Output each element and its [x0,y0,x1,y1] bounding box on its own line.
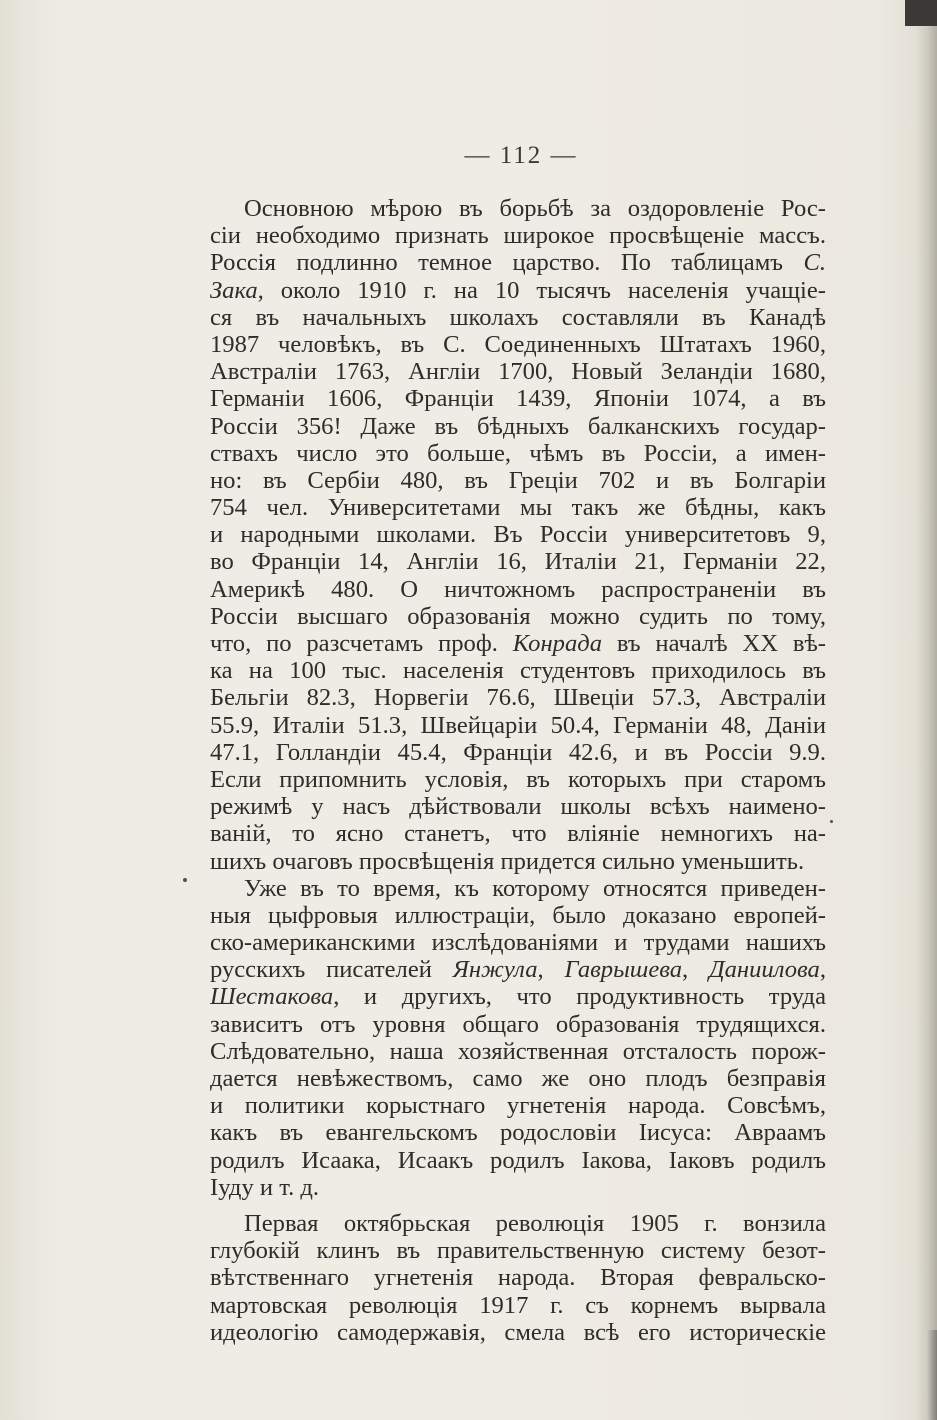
italic-name: Шестакова [210,983,334,1011]
text-line: ваній, то ясно станетъ, что вліяніе немногихъ на- [210,820,826,848]
text-line: ско-американскими изслѣдованіями и трудами нашихъ [210,929,826,957]
text-line: ка на 100 тыс. населенія студентовъ приходилось въ [210,657,826,685]
ink-speck [830,820,833,823]
text-line [210,249,826,276]
text-line: Австраліи 1763, Англіи 1700, Новый Зеландіи 1680, [210,358,826,386]
text-line: сіи необходимо признать широкое просвѣщеніе массъ. [210,222,826,250]
text-line: глубокій клинъ въ правительственную систему безот- [210,1237,826,1265]
text-line: Если припомнить условія, въ которыхъ при старомъ [210,765,826,793]
text-line: режимѣ у насъ дѣйствовали школы всѣхъ наимено- [210,793,826,821]
text-line: 47.1, Голландіи 45.4, Франціи 42.6, и въ Россіи 9.9. [210,738,826,766]
text-line: идеологію самодержавія, смела всѣ его историческіе [210,1318,826,1346]
text-line: Шестакова, и другихъ, что продуктивность труда [210,983,826,1011]
text-line: ныя цыфровыя иллюстраціи, было доказано европей- [210,901,826,929]
text-line: вѣтственнаго угнетенія народа. Вторая февральско- [210,1264,826,1292]
text-line: 1987 человѣкъ, въ С. Соединенныхъ Штатахъ 1960, [210,330,826,358]
paragraph-1 [210,195,826,875]
text-line: русскихъ писателей Янжула, Гаврышева, Даниилова, [210,956,827,984]
scan-edge-mark [927,1330,937,1420]
text-line: ся въ начальныхъ школахъ составляли въ Канадѣ [210,303,826,331]
text-line: Іуду и т. д. [210,1173,320,1201]
text-line: 55.9, Италіи 51.3, Швейцаріи 50.4, Германіи 48, Даніи [210,711,826,739]
body-text [210,195,826,1346]
italic-name: Янжула [452,956,538,984]
text-line: Первая октябрьская революція 1905 г. вонзила [244,1209,826,1237]
paragraph-2 [210,875,826,1201]
text-line: во Франціи 14, Англіи 16, Италіи 21, Германіи 22, [210,548,826,576]
text-line: Америкѣ 480. О ничтожномъ распространеніи въ [210,575,826,603]
ink-speck [183,878,187,882]
text-line: Уже въ то время, къ которому относятся приведен- [244,874,826,902]
text-line: Слѣдовательно, наша хозяйственная отсталость порож- [210,1037,826,1065]
text-line: дается невѣжествомъ, само же оно плодъ безправія [210,1065,826,1092]
text-line: какъ въ евангельскомъ родословіи Іисуса: Авраамъ [210,1119,826,1147]
text-line: шихъ очаговъ просвѣщенія придется сильно уменьшить. [210,847,805,875]
text-line: Бельгіи 82.3, Норвегіи 76.6, Швеціи 57.3, Австраліи [210,684,826,712]
italic-name: С. [803,249,826,277]
italic-name: Зака, [210,276,264,304]
text-line: ствахъ число это больше, чѣмъ въ Россіи, а имен- [210,439,826,467]
scan-corner-mark [905,0,937,26]
text-line: Германіи 1606, Франціи 1439, Японіи 1074, а въ [210,385,826,413]
text-line: Россіи высшаго образованія можно судить по тому, [210,602,826,630]
text-line: 754 чел. Университетами мы такъ же бѣдны, какъ [210,494,826,522]
text-line: родилъ Исаака, Исаакъ родилъ Іакова, Іаковъ родилъ [210,1146,826,1174]
text-line: и народными школами. Въ Россіи университетовъ 9, [210,521,826,549]
text-run: Россія подлинно темное царство. По таблицамъ [210,249,804,277]
italic-name: Конрада [512,630,603,657]
text-line: Россіи 356! Даже въ бѣдныхъ балканскихъ государ- [210,412,826,440]
text-line: мартовская революція 1917 г. съ корнемъ вырвала [210,1291,826,1319]
text-line: зависитъ отъ уровня общаго образованія трудящихся. [210,1010,826,1038]
text-line: но: въ Сербіи 480, въ Греціи 702 и въ Болгаріи [210,466,826,494]
paragraph-3 [210,1210,826,1346]
page-edge-shadow [915,0,937,1420]
page-number: — 112 — [464,142,578,169]
text-line: Зака, около 1910 г. на 10 тысячъ населенія учащіе- [210,276,826,304]
text-line: Основною мѣрою въ борьбѣ за оздоровленіе Рос- [244,195,826,222]
italic-name: Даниилова [708,956,820,984]
text-line: что, по разсчетамъ проф. Конрада въ началѣ XX вѣ- [210,630,826,657]
paragraph-gap [210,1201,826,1210]
italic-name: Гаврышева [564,956,683,984]
text-line: и политики корыстнаго угнетенія народа. Совсѣмъ, [210,1092,826,1120]
